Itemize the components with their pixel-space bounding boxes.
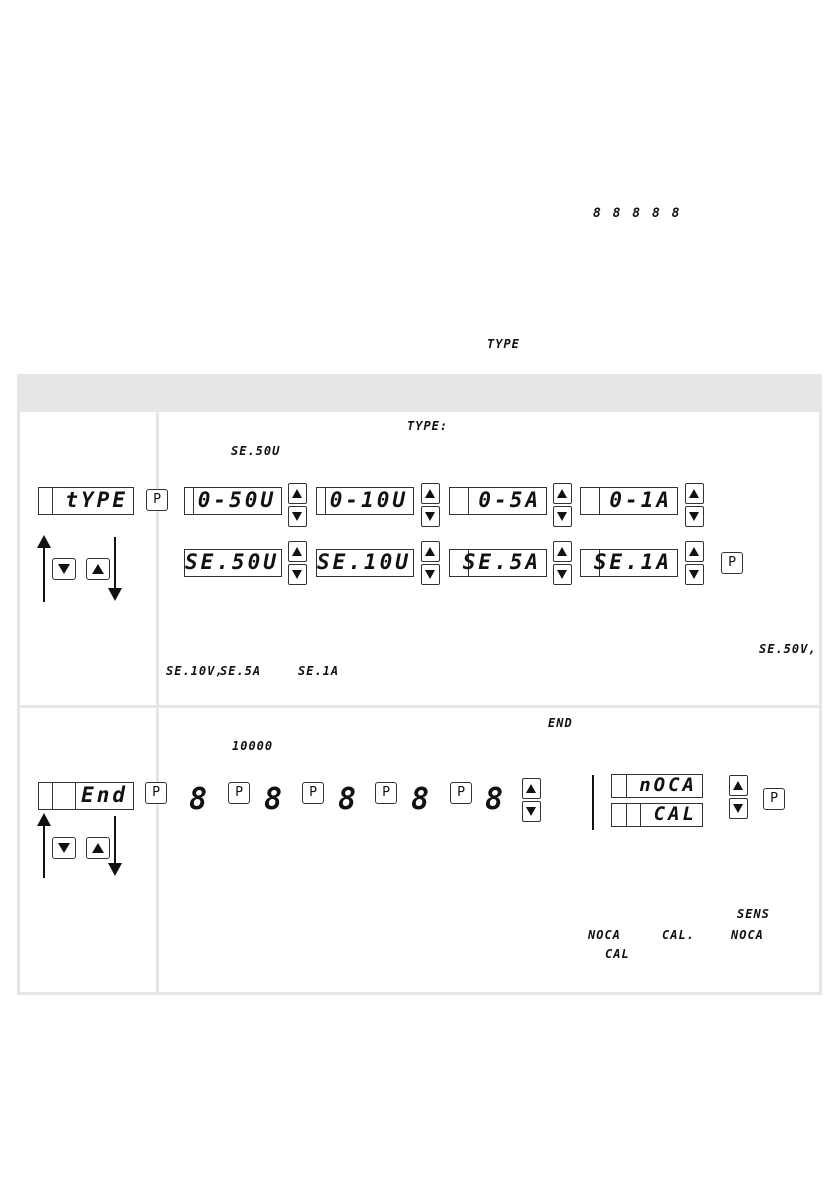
digit-display: 8 — [338, 782, 357, 817]
choice-bracket-line — [592, 775, 594, 830]
p-button[interactable]: P — [450, 782, 472, 804]
end-note-word: NOCA — [588, 928, 621, 942]
down-arrow-button[interactable] — [522, 801, 541, 822]
end-note-word-cal: CAL — [605, 947, 630, 961]
p-button[interactable]: P — [228, 782, 250, 804]
p-button[interactable]: P — [721, 552, 743, 574]
digit-display: 8 — [189, 782, 208, 817]
p-button[interactable]: P — [146, 489, 168, 511]
up-down-buttons — [288, 541, 307, 586]
up-arrow-button[interactable] — [86, 558, 110, 580]
up-down-buttons — [553, 541, 572, 586]
parameter-table — [17, 374, 822, 995]
table-row-divider — [20, 705, 819, 708]
end-note-word-sens: SENS — [737, 907, 770, 921]
flow-up-arrow-line — [43, 546, 45, 602]
end-note-word: NOCA — [731, 928, 764, 942]
type-option-display: 0-5A — [449, 487, 547, 515]
end-option-top: nOCA — [611, 774, 703, 798]
up-down-buttons — [553, 483, 572, 528]
up-down-buttons — [421, 541, 440, 586]
up-arrow-button[interactable] — [729, 775, 748, 796]
up-arrow-button[interactable] — [86, 837, 110, 859]
table-header — [20, 377, 819, 412]
down-arrow-button[interactable] — [52, 558, 76, 580]
end-option-bottom: CAL — [611, 803, 703, 827]
end-default-word: 10000 — [232, 739, 274, 753]
end-heading-word: END — [548, 716, 573, 730]
type-note-word: SE.5A — [220, 664, 262, 678]
up-arrow-button[interactable] — [288, 483, 307, 504]
type-option-display: SE.50U — [184, 549, 282, 577]
digit-display: 8 — [485, 782, 504, 817]
p-button[interactable]: P — [375, 782, 397, 804]
type-note-word: SE.1A — [298, 664, 340, 678]
type-left-display: tYPE — [38, 487, 134, 515]
type-option-display: SE.10U — [316, 549, 414, 577]
up-arrow-button[interactable] — [522, 778, 541, 799]
down-arrow-button[interactable] — [288, 506, 307, 527]
table-column-divider — [156, 377, 159, 992]
up-arrow-button[interactable] — [685, 483, 704, 504]
type-option-display: 0-10U — [316, 487, 414, 515]
up-arrow-button[interactable] — [421, 483, 440, 504]
p-button[interactable]: P — [302, 782, 324, 804]
up-down-buttons — [288, 483, 307, 528]
p-button[interactable]: P — [145, 782, 167, 804]
end-note-word: CAL. — [662, 928, 695, 942]
intro-display-code: 8 8 8 8 8 — [593, 206, 682, 221]
up-down-buttons — [685, 483, 704, 528]
down-arrow-button[interactable] — [553, 564, 572, 585]
up-down-buttons — [421, 483, 440, 528]
down-arrow-button[interactable] — [421, 506, 440, 527]
type-heading-word: TYPE: — [407, 419, 449, 433]
up-down-buttons — [522, 778, 541, 823]
type-default-word: SE.50U — [231, 444, 281, 458]
p-button[interactable]: P — [763, 788, 785, 810]
type-option-display: 0-1A — [580, 487, 678, 515]
up-down-buttons — [729, 775, 748, 820]
up-arrow-button[interactable] — [553, 483, 572, 504]
down-arrow-button[interactable] — [288, 564, 307, 585]
flow-down-arrow-line — [114, 537, 116, 591]
digit-display: 8 — [411, 782, 430, 817]
type-option-display: 0-50U — [184, 487, 282, 515]
up-arrow-button[interactable] — [685, 541, 704, 562]
up-arrow-button[interactable] — [421, 541, 440, 562]
digit-display: 8 — [264, 782, 283, 817]
type-note-word: SE.50V, — [759, 642, 817, 656]
down-arrow-button[interactable] — [685, 506, 704, 527]
section-word-type: TYPE — [487, 337, 520, 351]
down-arrow-button[interactable] — [685, 564, 704, 585]
flow-down-arrow-line — [114, 816, 116, 866]
down-arrow-button[interactable] — [729, 798, 748, 819]
flow-down-arrow-icon — [108, 588, 122, 601]
up-down-buttons — [685, 541, 704, 586]
up-arrow-button[interactable] — [553, 541, 572, 562]
type-option-display: SE.1A — [580, 549, 678, 577]
up-arrow-button[interactable] — [288, 541, 307, 562]
flow-down-arrow-icon — [108, 863, 122, 876]
end-left-display: End — [38, 782, 134, 810]
type-note-word: SE.10V, — [166, 664, 224, 678]
down-arrow-button[interactable] — [553, 506, 572, 527]
type-option-display: SE.5A — [449, 549, 547, 577]
down-arrow-button[interactable] — [52, 837, 76, 859]
flow-up-arrow-line — [43, 824, 45, 878]
down-arrow-button[interactable] — [421, 564, 440, 585]
